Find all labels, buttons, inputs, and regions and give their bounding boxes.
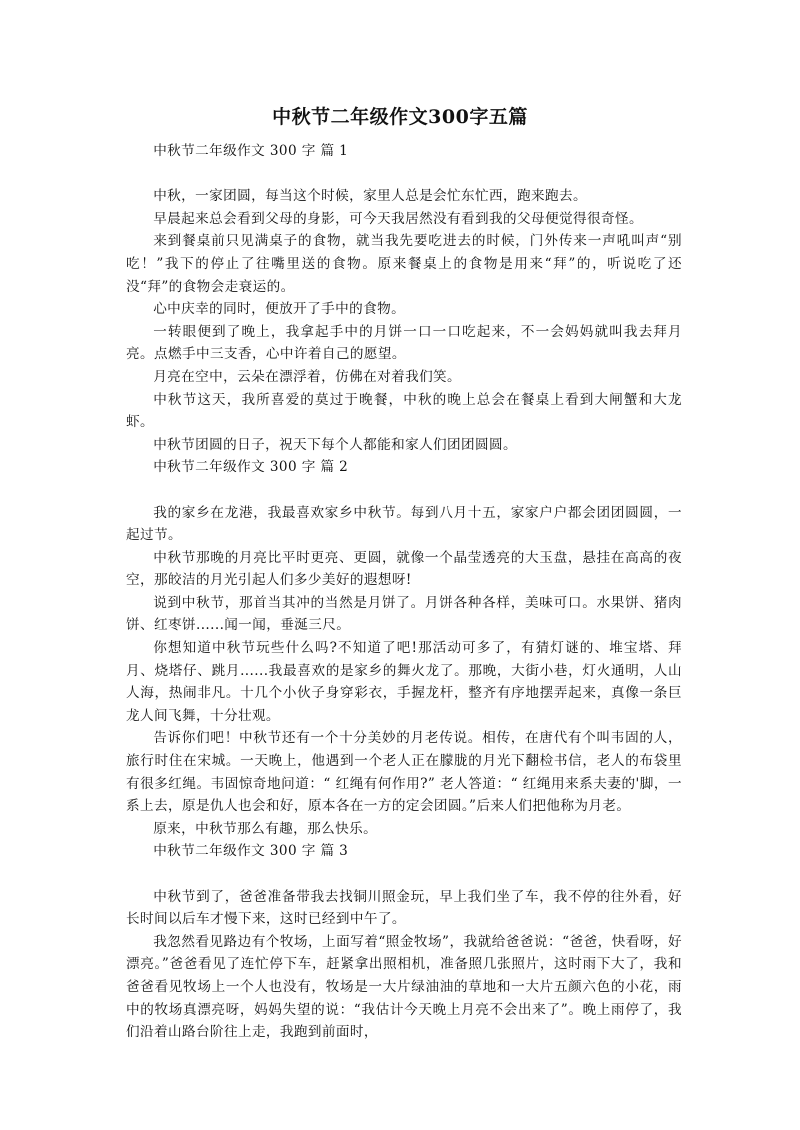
- section-heading: 中秋节二年级作文 300 字 篇 3: [153, 843, 349, 860]
- paragraph: 你想知道中秋节玩些什么吗?不知道了吧!那活动可多了，有猜灯谜的、堆宝塔、拜月、烧塔仔、跳月......我最喜欢的是家乡的舞火龙了。那晚，大街小巷，灯火通明，人山人海，热闹非凡。十几个小伙子身穿彩衣，手握龙杆，整齐有序地摆弄起来，真像一条巨龙人间飞舞，十分壮观。: [126, 640, 682, 724]
- section-heading: 中秋节二年级作文 300 字 篇 2: [153, 459, 349, 476]
- paragraph: 中秋节团圆的日子，祝天下每个人都能和家人们团团圆圆。: [153, 436, 518, 453]
- paragraph: 一转眼便到了晚上，我拿起手中的月饼一口一口吃起来，不一会妈妈就叫我去拜月亮。点燃手中三支香，心中许着自己的愿望。: [126, 323, 682, 363]
- document-title: 中秋节二年级作文300字五篇: [272, 106, 528, 128]
- blank-line: [126, 863, 682, 886]
- paragraph: 我的家乡在龙港，我最喜欢家乡中秋节。每到八月十五，家家户户都会团团圆圆，一起过节。: [126, 504, 682, 544]
- paragraph: 说到中秋节，那首当其冲的当然是月饼了。月饼各种各样，美味可口。水果饼、猪肉饼、红枣饼......闻一闻，垂涎三尺。: [126, 594, 682, 634]
- paragraph: 心中庆幸的同时，便放开了手中的食物。: [153, 301, 406, 318]
- paragraph: 中秋节到了，爸爸准备带我去找铜川照金玩，早上我们坐了车，我不停的往外看，好长时间以后车才慢下来，这时已经到中午了。: [126, 888, 682, 928]
- paragraph: 月亮在空中，云朵在漂浮着，仿佛在对着我们笑。: [153, 368, 462, 385]
- paragraph: 中秋，一家团圆，每当这个时候，家里人总是会忙东忙西，跑来跑去。: [153, 188, 587, 205]
- paragraph: 中秋节那晚的月亮比平时更亮、更圆，就像一个晶莹透亮的大玉盘，悬挂在高高的夜空，那皎洁的月光引起人们多少美好的遐想呀!: [126, 549, 682, 589]
- section-heading: 中秋节二年级作文 300 字 篇 1: [153, 143, 349, 159]
- paragraph: 早晨起来总会看到父母的身影，可今天我居然没有看到我的父母便觉得很奇怪。: [153, 210, 643, 227]
- blank-line: [126, 163, 682, 186]
- blank-line: [126, 479, 682, 502]
- paragraph: 来到餐桌前只见满桌子的食物，就当我先要吃进去的时候，门外传来一声吼叫声“别吃！”我下的停止了往嘴里送的食物。原来餐桌上的食物是用来“拜”的，听说吃了还没“拜”的食物会走衰运的。: [126, 233, 682, 295]
- paragraph: 原来，中秋节那么有趣，那么快乐。: [153, 820, 378, 837]
- document-body: [126, 140, 682, 1044]
- paragraph: 我忽然看见路边有个牧场，上面写着“照金牧场”，我就给爸爸说：“爸爸，快看呀，好漂亮。”爸爸看见了连忙停下车，赶紧拿出照相机，准备照几张照片，这时雨下大了，我和爸爸看见牧场上一个人也没有，牧场是一大片绿油油的草地和一大片五颜六色的小花，雨中的牧场真漂亮呀，妈妈失望的说：“我估计今天晚上月亮不会出来了”。晚上雨停了，我们沿着山路台阶往上走，我跑到前面时，: [126, 933, 682, 1041]
- paragraph: 中秋节这天，我所喜爱的莫过于晚餐，中秋的晚上总会在餐桌上看到大闸蟹和大龙虾。: [126, 391, 682, 431]
- paragraph: 告诉你们吧！中秋节还有一个十分美妙的月老传说。相传，在唐代有个叫韦固的人，旅行时住在宋城。一天晚上，他遇到一个老人正在朦胧的月光下翻检书信，老人的布袋里有很多红绳。韦固惊奇地问道：“ 红绳有何作用?” 老人答道：“ 红绳用来系夫妻的'脚，一系上去，原是仇人也会和好，原本各在一方的定会团圆。”后来人们把他称为月老。: [126, 730, 682, 815]
